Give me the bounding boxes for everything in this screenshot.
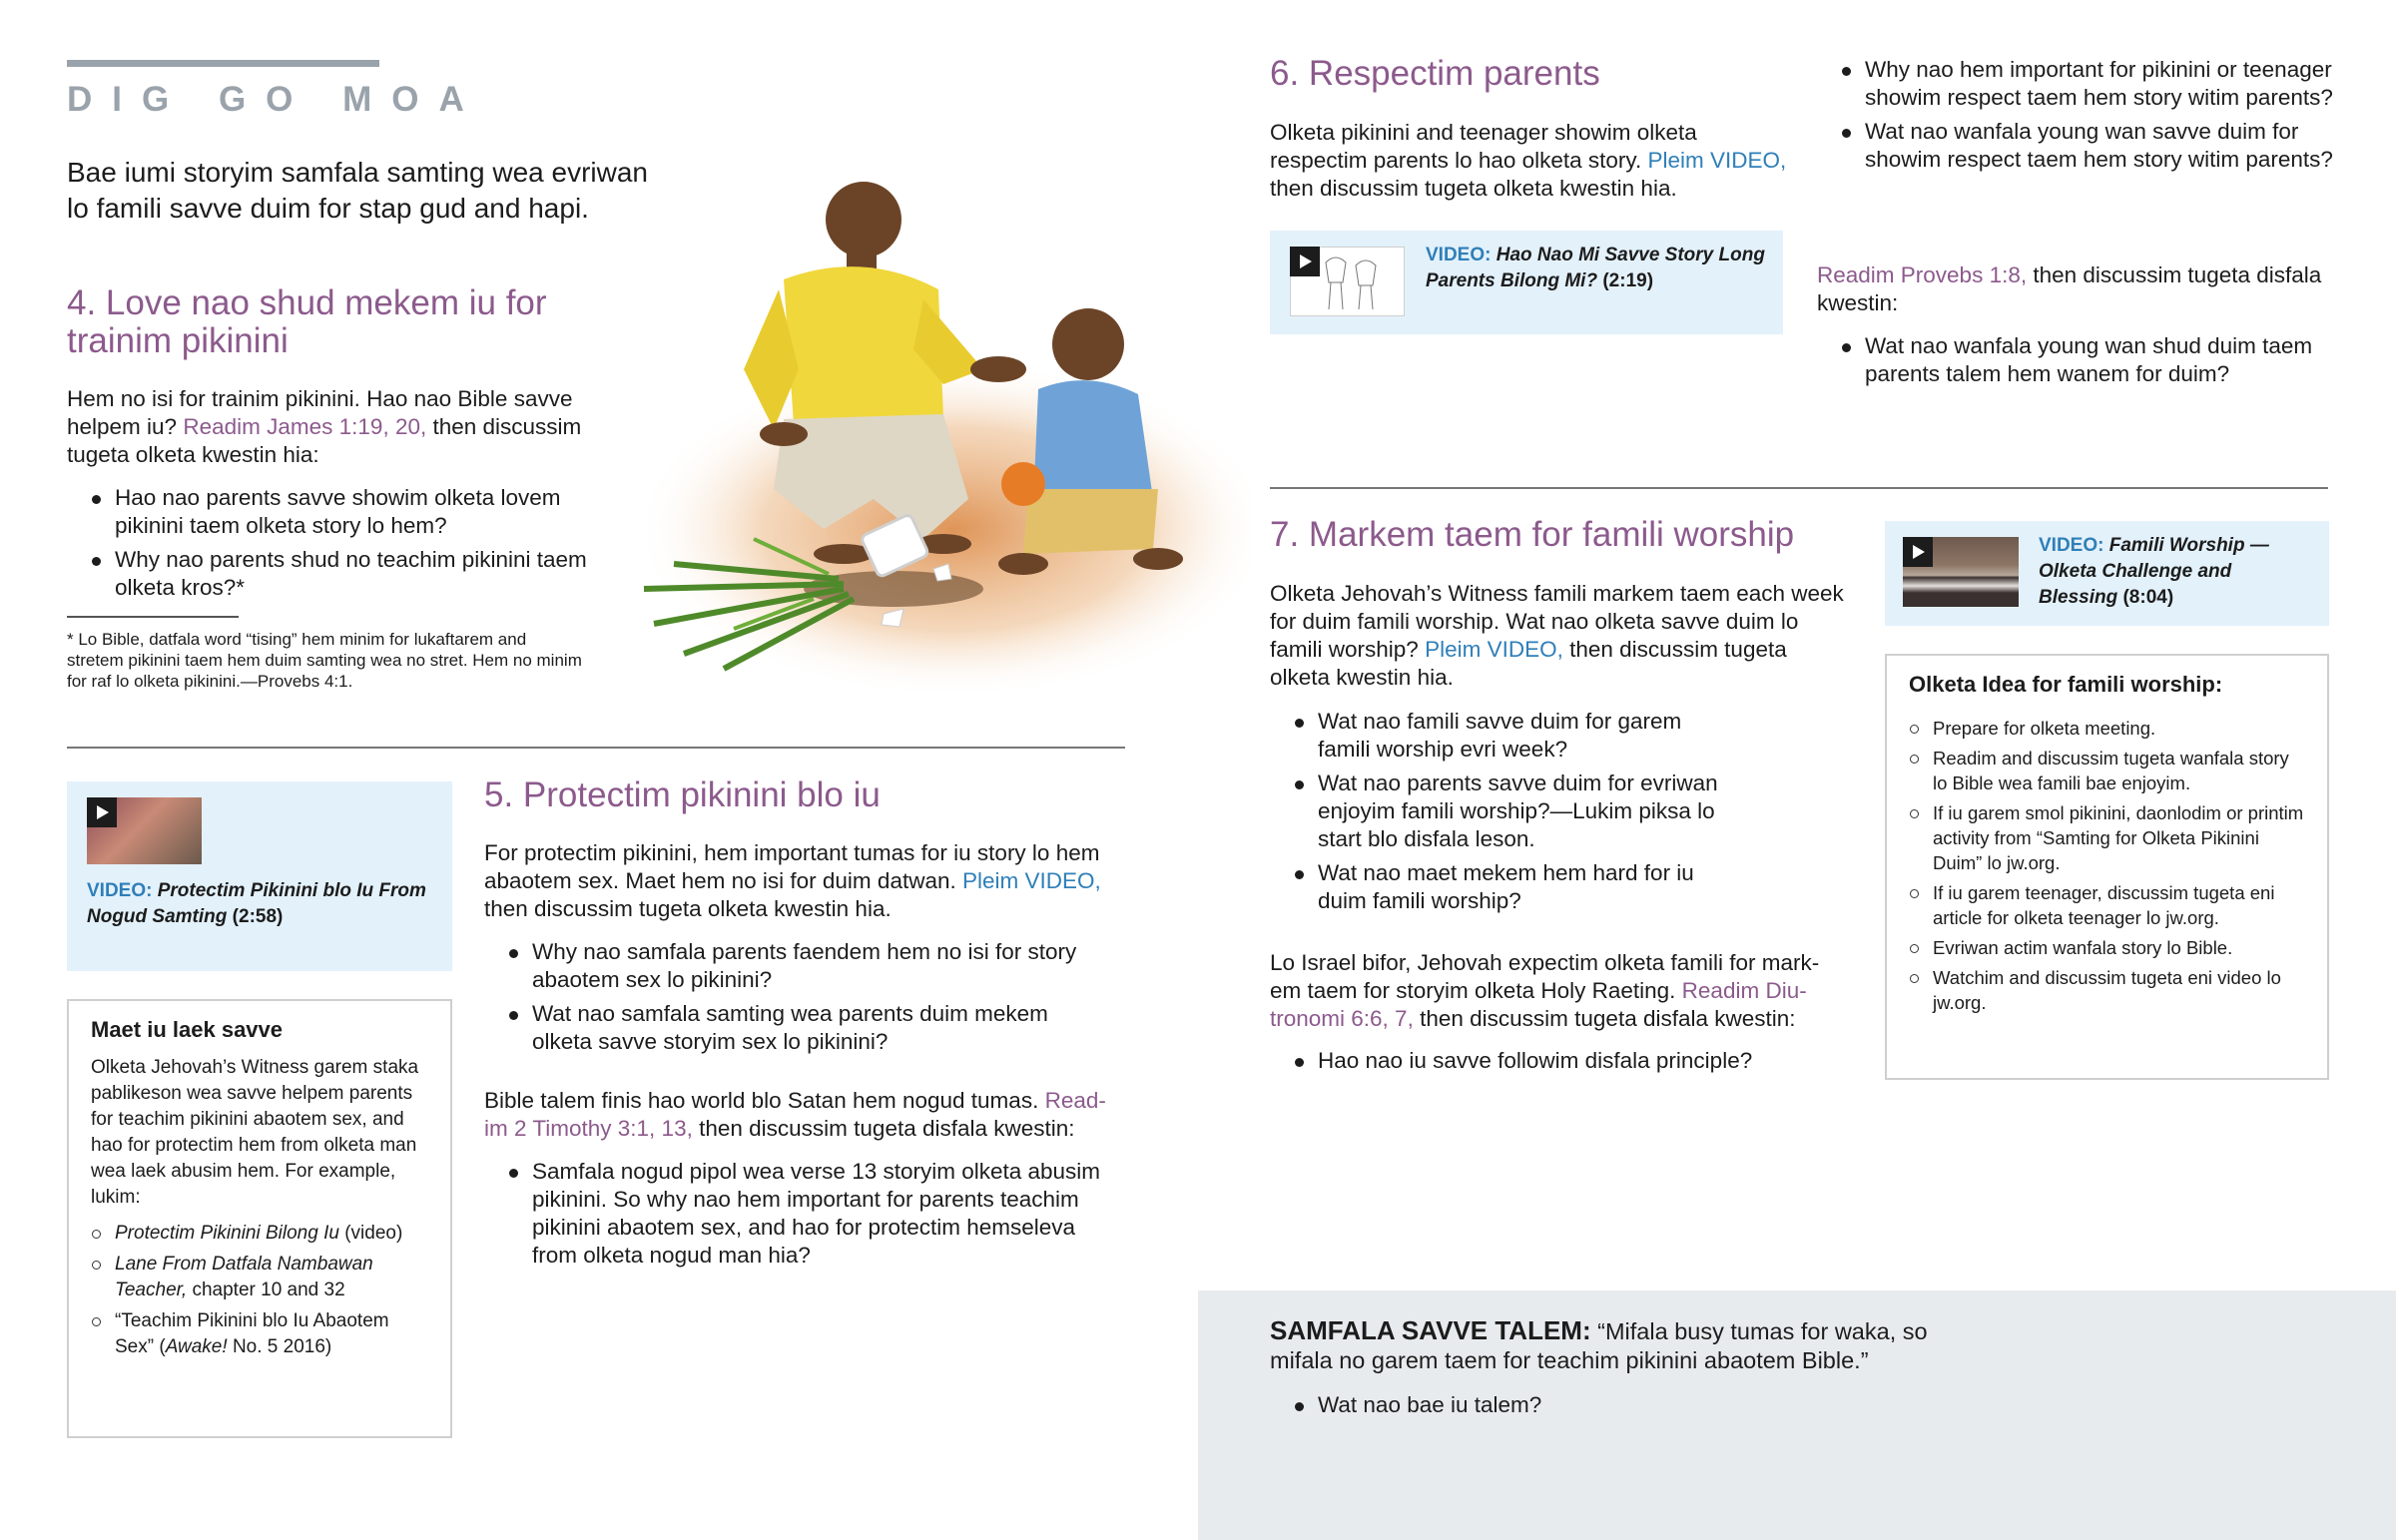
scripture-link-provebs[interactable]: Readim Provebs 1:8, xyxy=(1817,262,2028,287)
section-7-paragraph xyxy=(1270,580,1849,692)
publication-title: Lane From Datfala Nambawan Teacher, xyxy=(115,1254,373,1300)
video-card-famili-worship[interactable] xyxy=(1885,521,2329,626)
section-6-questions xyxy=(1817,56,2336,180)
section-4-questions xyxy=(67,484,596,608)
floor-shadow xyxy=(634,359,1253,699)
video-caption xyxy=(87,878,436,930)
maet-iu-laek-savve-box xyxy=(67,999,452,1438)
section-4-paragraph xyxy=(67,385,606,469)
play-icon[interactable] xyxy=(1903,537,1933,567)
video-label: VIDEO: xyxy=(1426,245,1492,265)
idea-item: Evriwan actim wanfala story lo Bible. xyxy=(1909,935,2305,960)
section-7-questions-2 xyxy=(1270,1047,1829,1081)
question-item: Hao nao parents savve showim olketa lovem pikinini taem olketa story lo hem? xyxy=(67,484,596,540)
scripture-link-diutronomi[interactable]: Readim Diu-tronomi 6:6, 7, xyxy=(1270,978,1807,1031)
video-label: VIDEO: xyxy=(87,880,153,901)
publication-item[interactable] xyxy=(91,1221,428,1247)
question-item: Wat nao famili savve duim for garem famili worship evri week? xyxy=(1270,708,1729,764)
section-7-text: Olketa Jehovah’s Witness famili markem taem each week for duim famili worship. Wat nao olketa savve duim lo famili worship? xyxy=(1270,581,1844,662)
question-item: Why nao hem important for pikinini or teenager showim respect taem hem story witim parents? xyxy=(1817,56,2336,112)
maet-box-text: Olketa Jehovah’s Witness garem staka pablikeson wea savve helpem parents for teachim pikinini abaotem sex, and hao for protectim hem from olketa man wea laek abusim hem. For example, lukim: xyxy=(91,1057,419,1208)
publication-note: chapter 10 and 32 xyxy=(192,1280,345,1300)
right-divider xyxy=(1270,487,2328,489)
video-duration: (2:19) xyxy=(1602,270,1654,291)
section-label: DIG GO MOA xyxy=(67,80,484,119)
section-5-questions xyxy=(484,938,1113,1062)
section-7-text-2: Lo Israel bifor, Jehovah expectim olketa famili for mark-em taem for storyim olketa Holy Raeting. xyxy=(1270,950,1820,1003)
footnote-divider xyxy=(67,616,239,618)
question-item: Wat nao bae iu talem? xyxy=(1270,1391,1869,1419)
footnote: * Lo Bible, datfala word “tising” hem minim for lukaftarem and stretem pikinini taem hem duim samting wea no stret. Hem no minim for raf lo olketa pikinini.—Provebs 4:1. xyxy=(67,630,582,691)
samfala-questions xyxy=(1270,1391,1869,1425)
samfala-quote xyxy=(1270,1316,1989,1375)
section-6-paragraph xyxy=(1270,119,1789,203)
publication-item[interactable] xyxy=(91,1252,428,1303)
video-title: Hao Nao Mi Savve Story Long Parents Bilong Mi? xyxy=(1426,245,1765,291)
section-5-questions-2 xyxy=(484,1158,1113,1276)
question-item: Why nao samfala parents faendem hem no isi for story abaotem sex lo pikinini? xyxy=(484,938,1113,994)
question-item: Wat nao samfala samting wea parents duim mekem olketa savve storyim sex lo pikinini? xyxy=(484,1000,1113,1056)
question-item: Wat nao parents savve duim for evriwan enjoyim famili worship?—Lukim piksa lo start blo disfala leson. xyxy=(1270,770,1729,853)
question-item: Wat nao wanfala young wan shud duim taem parents talem hem wanem for duim? xyxy=(1817,332,2336,388)
publication-title: “Teachim Pikinini blo Iu Abaotem Sex” ( xyxy=(115,1310,389,1357)
play-video-link[interactable]: Pleim VIDEO, xyxy=(962,868,1101,893)
publication-note: No. 5 2016) xyxy=(232,1336,332,1357)
section-7-title: 7. Markem taem for famili worship xyxy=(1270,515,1795,554)
samfala-label: SAMFALA SAVVE TALEM: xyxy=(1270,1315,1591,1345)
section-5-paragraph-2 xyxy=(484,1087,1128,1143)
video-title: Protectim Pikinini blo Iu From Nogud Samting xyxy=(87,880,426,927)
section-5-text-end: then discussim tugeta olketa kwestin hia. xyxy=(484,896,892,921)
publication-item[interactable] xyxy=(91,1308,428,1360)
video-card-hao-nao-mi-savve-story[interactable] xyxy=(1270,231,1783,334)
section-5-text-2: Bible talem finis hao world blo Satan hem nogud tumas. xyxy=(484,1088,1039,1113)
section-7-questions xyxy=(1270,708,1729,921)
samfala-savve-talem-panel xyxy=(1198,1290,2396,1540)
section-6-text-end: then discussim tugeta olketa kwestin hia. xyxy=(1270,176,1677,201)
section-6-paragraph-2 xyxy=(1817,261,2336,317)
publication-note: (video) xyxy=(344,1223,403,1244)
play-icon[interactable] xyxy=(1290,247,1320,276)
question-item: Why nao parents shud no teachim pikinini taem olketa kros?* xyxy=(67,546,596,602)
video-duration: (8:04) xyxy=(2122,587,2174,608)
section-5-paragraph xyxy=(484,839,1128,923)
idea-item: If iu garem smol pikinini, daonlodim or printim activity from “Samting for Olketa Pikinini Duim” lo jw.org. xyxy=(1909,800,2305,875)
play-icon[interactable] xyxy=(87,797,117,827)
video-label: VIDEO: xyxy=(2039,535,2104,556)
section-5-title: 5. Protectim pikinini blo iu xyxy=(484,775,881,814)
publication-magazine: Awake! xyxy=(165,1336,228,1357)
scripture-link-timothy[interactable]: Read-im 2 Timothy 3:1, 13, xyxy=(484,1088,1106,1141)
question-item: Samfala nogud pipol wea verse 13 storyim olketa abusim pikinini. So why nao hem important for parents teachim pikinini abaotem sex, and hao for protectim hemseleva from olketa nogud man hia? xyxy=(484,1158,1113,1270)
section-4-text-end: then discussim tugeta olketa kwestin hia: xyxy=(67,414,582,467)
left-divider xyxy=(67,747,1125,749)
section-6-title: 6. Respectim parents xyxy=(1270,54,1600,93)
video-card-protectim[interactable] xyxy=(67,781,452,971)
ideas-list xyxy=(1909,716,2305,1015)
section-6-text-2-end: then discussim tugeta disfala kwestin: xyxy=(1817,262,2322,315)
section-7-text-end: then discussim tugeta olketa kwestin hia. xyxy=(1270,637,1787,690)
question-item: Wat nao maet mekem hem hard for iu duim famili worship? xyxy=(1270,859,1729,915)
video-caption xyxy=(2039,533,2288,611)
section-6-text: Olketa pikinini and teenager showim olketa respectim parents lo hao olketa story. xyxy=(1270,120,1697,173)
question-item: Hao nao iu savve followim disfala principle? xyxy=(1270,1047,1829,1075)
intro-text: Bae iumi storyim samfala samting wea evriwan lo famili savve duim for stap gud and hapi. xyxy=(67,157,648,224)
samfala-quote-text: “Mifala busy tumas for waka, so mifala no garem taem for teachim pikinini abaotem Bible.” xyxy=(1270,1318,1928,1373)
idea-item: Watchim and discussim tugeta eni video lo jw.org. xyxy=(1909,965,2305,1015)
video-duration: (2:58) xyxy=(232,906,284,927)
famili-worship-ideas-box xyxy=(1885,654,2329,1080)
video-title: Famili Worship —Olketa Challenge and Blessing xyxy=(2039,535,2269,608)
section-label-bar xyxy=(67,60,379,67)
ideas-title: Olketa Idea for famili worship: xyxy=(1909,672,2223,697)
section-5-text-2-end: then discussim tugeta disfala kwestin: xyxy=(699,1116,1075,1141)
maet-box-list xyxy=(91,1221,428,1360)
maet-box-title: Maet iu laek savve xyxy=(91,1017,284,1042)
idea-item: Readim and discussim tugeta wanfala story lo Bible wea famili bae enjoyim. xyxy=(1909,746,2305,795)
video-caption xyxy=(1426,243,1770,294)
section-7-paragraph-2 xyxy=(1270,949,1849,1033)
question-item: Wat nao wanfala young wan savve duim for showim respect taem hem story witim parents? xyxy=(1817,118,2336,174)
section-4-title: 4. Love nao shud mekem iu for trainim pikinini xyxy=(67,283,547,360)
section-4-text: Hem no isi for trainim pikinini. Hao nao Bible savve helpem iu? xyxy=(67,386,573,439)
section-6-questions-2 xyxy=(1817,332,2336,394)
section-7-text-2-end: then discussim tugeta disfala kwestin: xyxy=(1420,1006,1796,1031)
publication-title: Protectim Pikinini Bilong Iu xyxy=(115,1223,339,1244)
play-video-link[interactable]: Pleim VIDEO, xyxy=(1425,637,1563,662)
father-son-illustration xyxy=(614,170,1253,709)
play-video-link[interactable]: Pleim VIDEO, xyxy=(1647,148,1787,173)
idea-item: If iu garem teenager, discussim tugeta eni article for olketa teenager lo jw.org. xyxy=(1909,880,2305,930)
scripture-link-james[interactable]: Readim James 1:19, 20, xyxy=(183,414,427,439)
section-5-text: For protectim pikinini, hem important tumas for iu story lo hem abaotem sex. Maet hem no isi for duim datwan. xyxy=(484,840,1100,893)
idea-item: Prepare for olketa meeting. xyxy=(1909,716,2305,741)
